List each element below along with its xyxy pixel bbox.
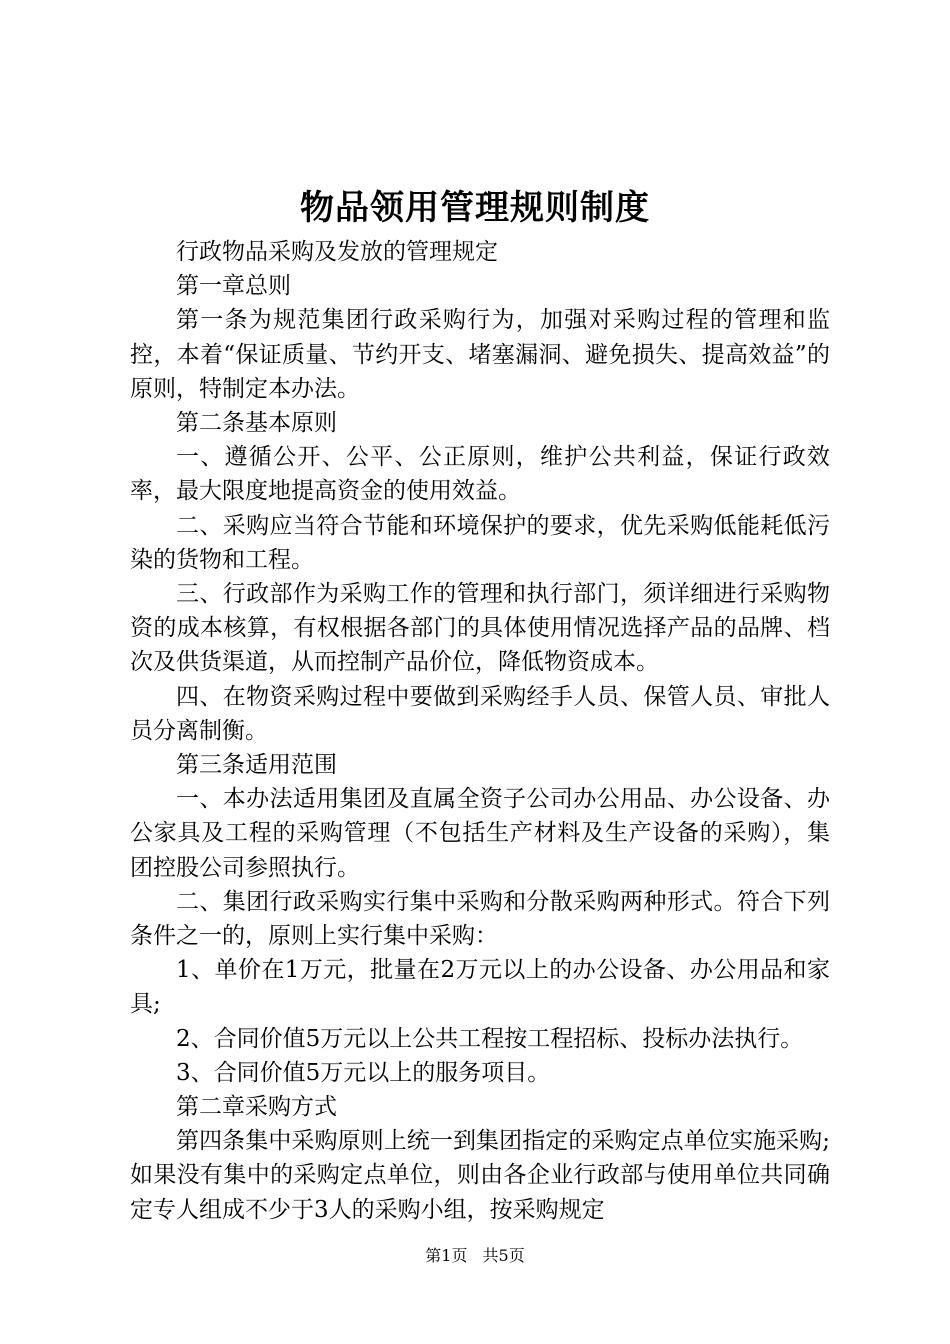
paragraph-principle-3: 三、行政部作为采购工作的管理和执行部门，须详细进行采购物资的成本核算，有权根据各部门的具体使用情况选择产品的品牌、档次及供货渠道，从而控制产品价位，降低物资成本。 [130, 581, 830, 676]
page-number: 第1页 [425, 1246, 468, 1265]
document-body [130, 235, 830, 1227]
paragraph-chapter-2: 第二章采购方式 [176, 1094, 337, 1121]
page-total: 共5页 [482, 1246, 525, 1265]
paragraph-scope-2: 二、集团行政采购实行集中采购和分散采购两种形式。符合下列条件之一的，原则上实行集中采购： [130, 888, 830, 950]
page-footer [0, 1244, 950, 1268]
paragraph-article-3-heading: 第三条适用范围 [176, 752, 337, 779]
paragraph-article-1: 第一条为规范集团行政采购行为，加强对采购过程的管理和监控，本着“保证质量、节约开支、堵塞漏洞、避免损失、提高效益”的原则，特制定本办法。 [130, 307, 830, 402]
paragraph-article-2-heading: 第二条基本原则 [176, 410, 337, 437]
paragraph-article-4: 第四条集中采购原则上统一到集团指定的采购定点单位实施采购;如果没有集中的采购定点单位，则由各企业行政部与使用单位共同确定专人组成不少于3人的采购小组，按采购规定 [130, 1128, 830, 1223]
paragraph-principle-4: 四、在物资采购过程中要做到采购经手人员、保管人员、审批人员分离制衡。 [130, 683, 830, 744]
paragraph-principle-1: 一、遵循公开、公平、公正原则，维护公共利益，保证行政效率，最大限度地提高资金的使用效益。 [130, 444, 830, 505]
paragraph-condition-2: 2、合同价值5万元以上公共工程按工程招标、投标办法执行。 [176, 1025, 804, 1052]
paragraph-chapter-1: 第一章总则 [176, 273, 291, 300]
paragraph-subtitle: 行政物品采购及发放的管理规定 [176, 239, 498, 265]
paragraph-scope-1: 一、本办法适用集团及直属全资子公司办公用品、办公设备、办公家具及工程的采购管理（不包括生产材料及生产设备的采购），集团控股公司参照执行。 [130, 786, 830, 881]
paragraph-condition-3: 3、合同价值5万元以上的服务项目。 [176, 1059, 551, 1086]
document-title: 物品领用管理规则制度 [300, 188, 650, 228]
paragraph-principle-2: 二、采购应当符合节能和环境保护的要求，优先采购低能耗低污染的货物和工程。 [130, 512, 830, 573]
paragraph-condition-1: 1、单价在1万元，批量在2万元以上的办公设备、办公用品和家具; [130, 957, 830, 1018]
